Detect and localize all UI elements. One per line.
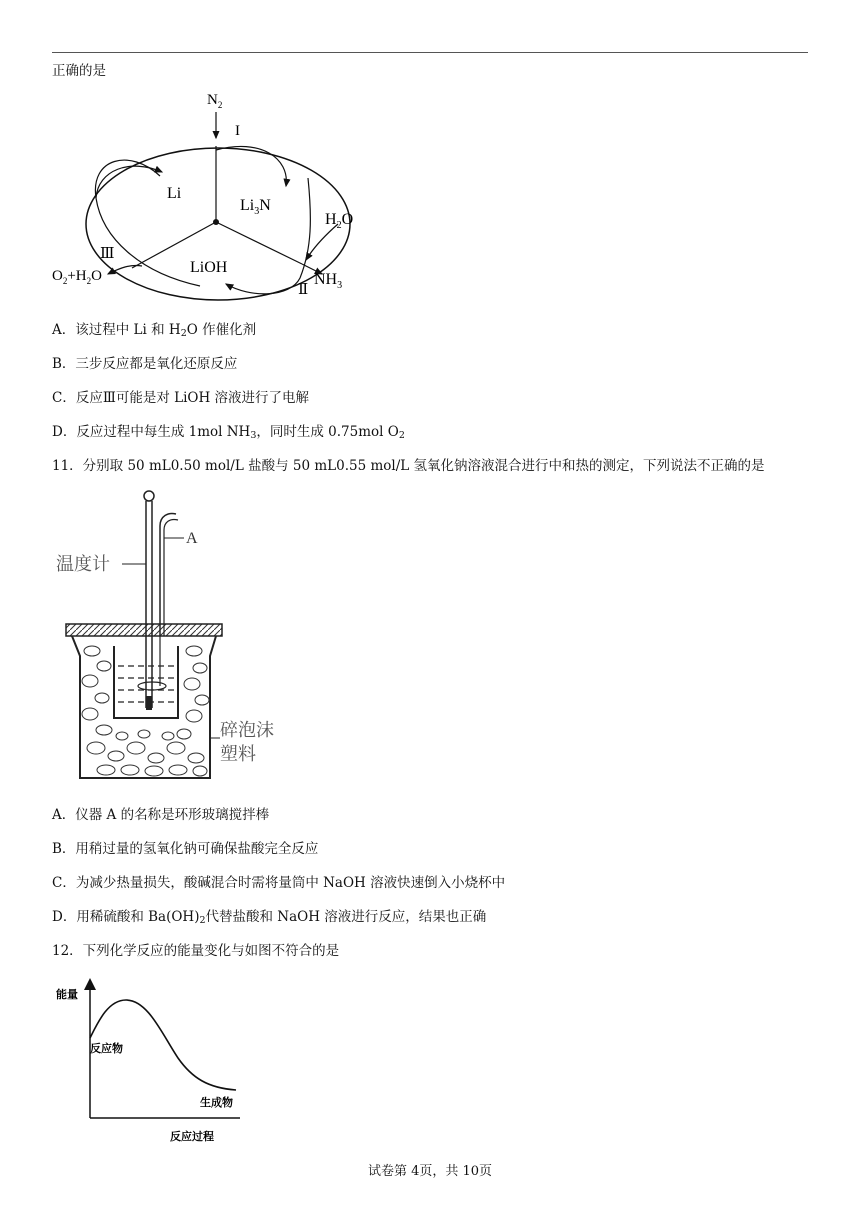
question-11-stem: 11．分别取 50 mL0.50 mol/L 盐酸与 50 mL0.55 mol/L 氢氧化钠溶液混合进行中和热的测定，下列说法不正确的是 (52, 458, 765, 474)
option-11b: B．用稍过量的氢氧化钠可确保盐酸完全反应 (52, 841, 319, 857)
label-li3n: $Li_3N$ (240, 197, 271, 217)
y-axis-label: 能量 (56, 988, 78, 1001)
question-stem-continuation: 正确的是 (52, 63, 106, 79)
label-lioh: LiOH (190, 259, 228, 276)
x-axis-label: 反应过程 (170, 1130, 214, 1143)
label-foam-line2: 塑料 (220, 744, 256, 765)
product-label: 生成物 (200, 1096, 233, 1109)
page-footer: 试卷第 4页，共 10页 (367, 1164, 493, 1179)
label-stirrer-a: A (186, 530, 198, 547)
option-10c: C．反应Ⅲ可能是对 LiOH 溶液进行了电解 (52, 390, 310, 406)
label-n2: $N_2$ (207, 92, 223, 110)
lithium-cycle-diagram (50, 88, 370, 298)
header-rule (52, 52, 808, 53)
energy-profile-diagram (52, 978, 252, 1148)
label-thermometer: 温度计 (56, 554, 110, 575)
label-roman-2: Ⅱ (298, 282, 309, 298)
label-roman-1: I (235, 123, 240, 139)
option-10d: D．反应过程中每生成 1mol $NH_3$，同时生成 0.75mol $O_2$ (52, 424, 405, 441)
option-10a: A．该过程中 Li 和 $H_2O$ 作催化剂 (52, 322, 257, 339)
label-nh3: $NH_3$ (314, 271, 343, 291)
option-11d: D．用稀硫酸和 $Ba(OH)_2$代替盐酸和 NaOH 溶液进行反应，结果也正确 (52, 909, 487, 926)
reactant-label: 反应物 (90, 1042, 123, 1055)
label-roman-3: Ⅲ (100, 246, 115, 262)
label-o2-h2o: $O_2+H_2O$ (52, 268, 102, 286)
option-11a: A．仪器 A 的名称是环形玻璃搅拌棒 (52, 807, 270, 823)
label-h2o: $H_2O$ (325, 211, 354, 231)
question-12-stem: 12．下列化学反应的能量变化与如图不符合的是 (52, 943, 340, 959)
label-foam-line1: 碎泡沫 (220, 720, 274, 741)
calorimeter-diagram (52, 486, 312, 786)
option-11c: C．为减少热量损失，酸碱混合时需将量筒中 NaOH 溶液快速倒入小烧杯中 (52, 875, 506, 891)
label-li: Li (167, 185, 182, 202)
option-10b: B．三步反应都是氧化还原反应 (52, 356, 238, 372)
